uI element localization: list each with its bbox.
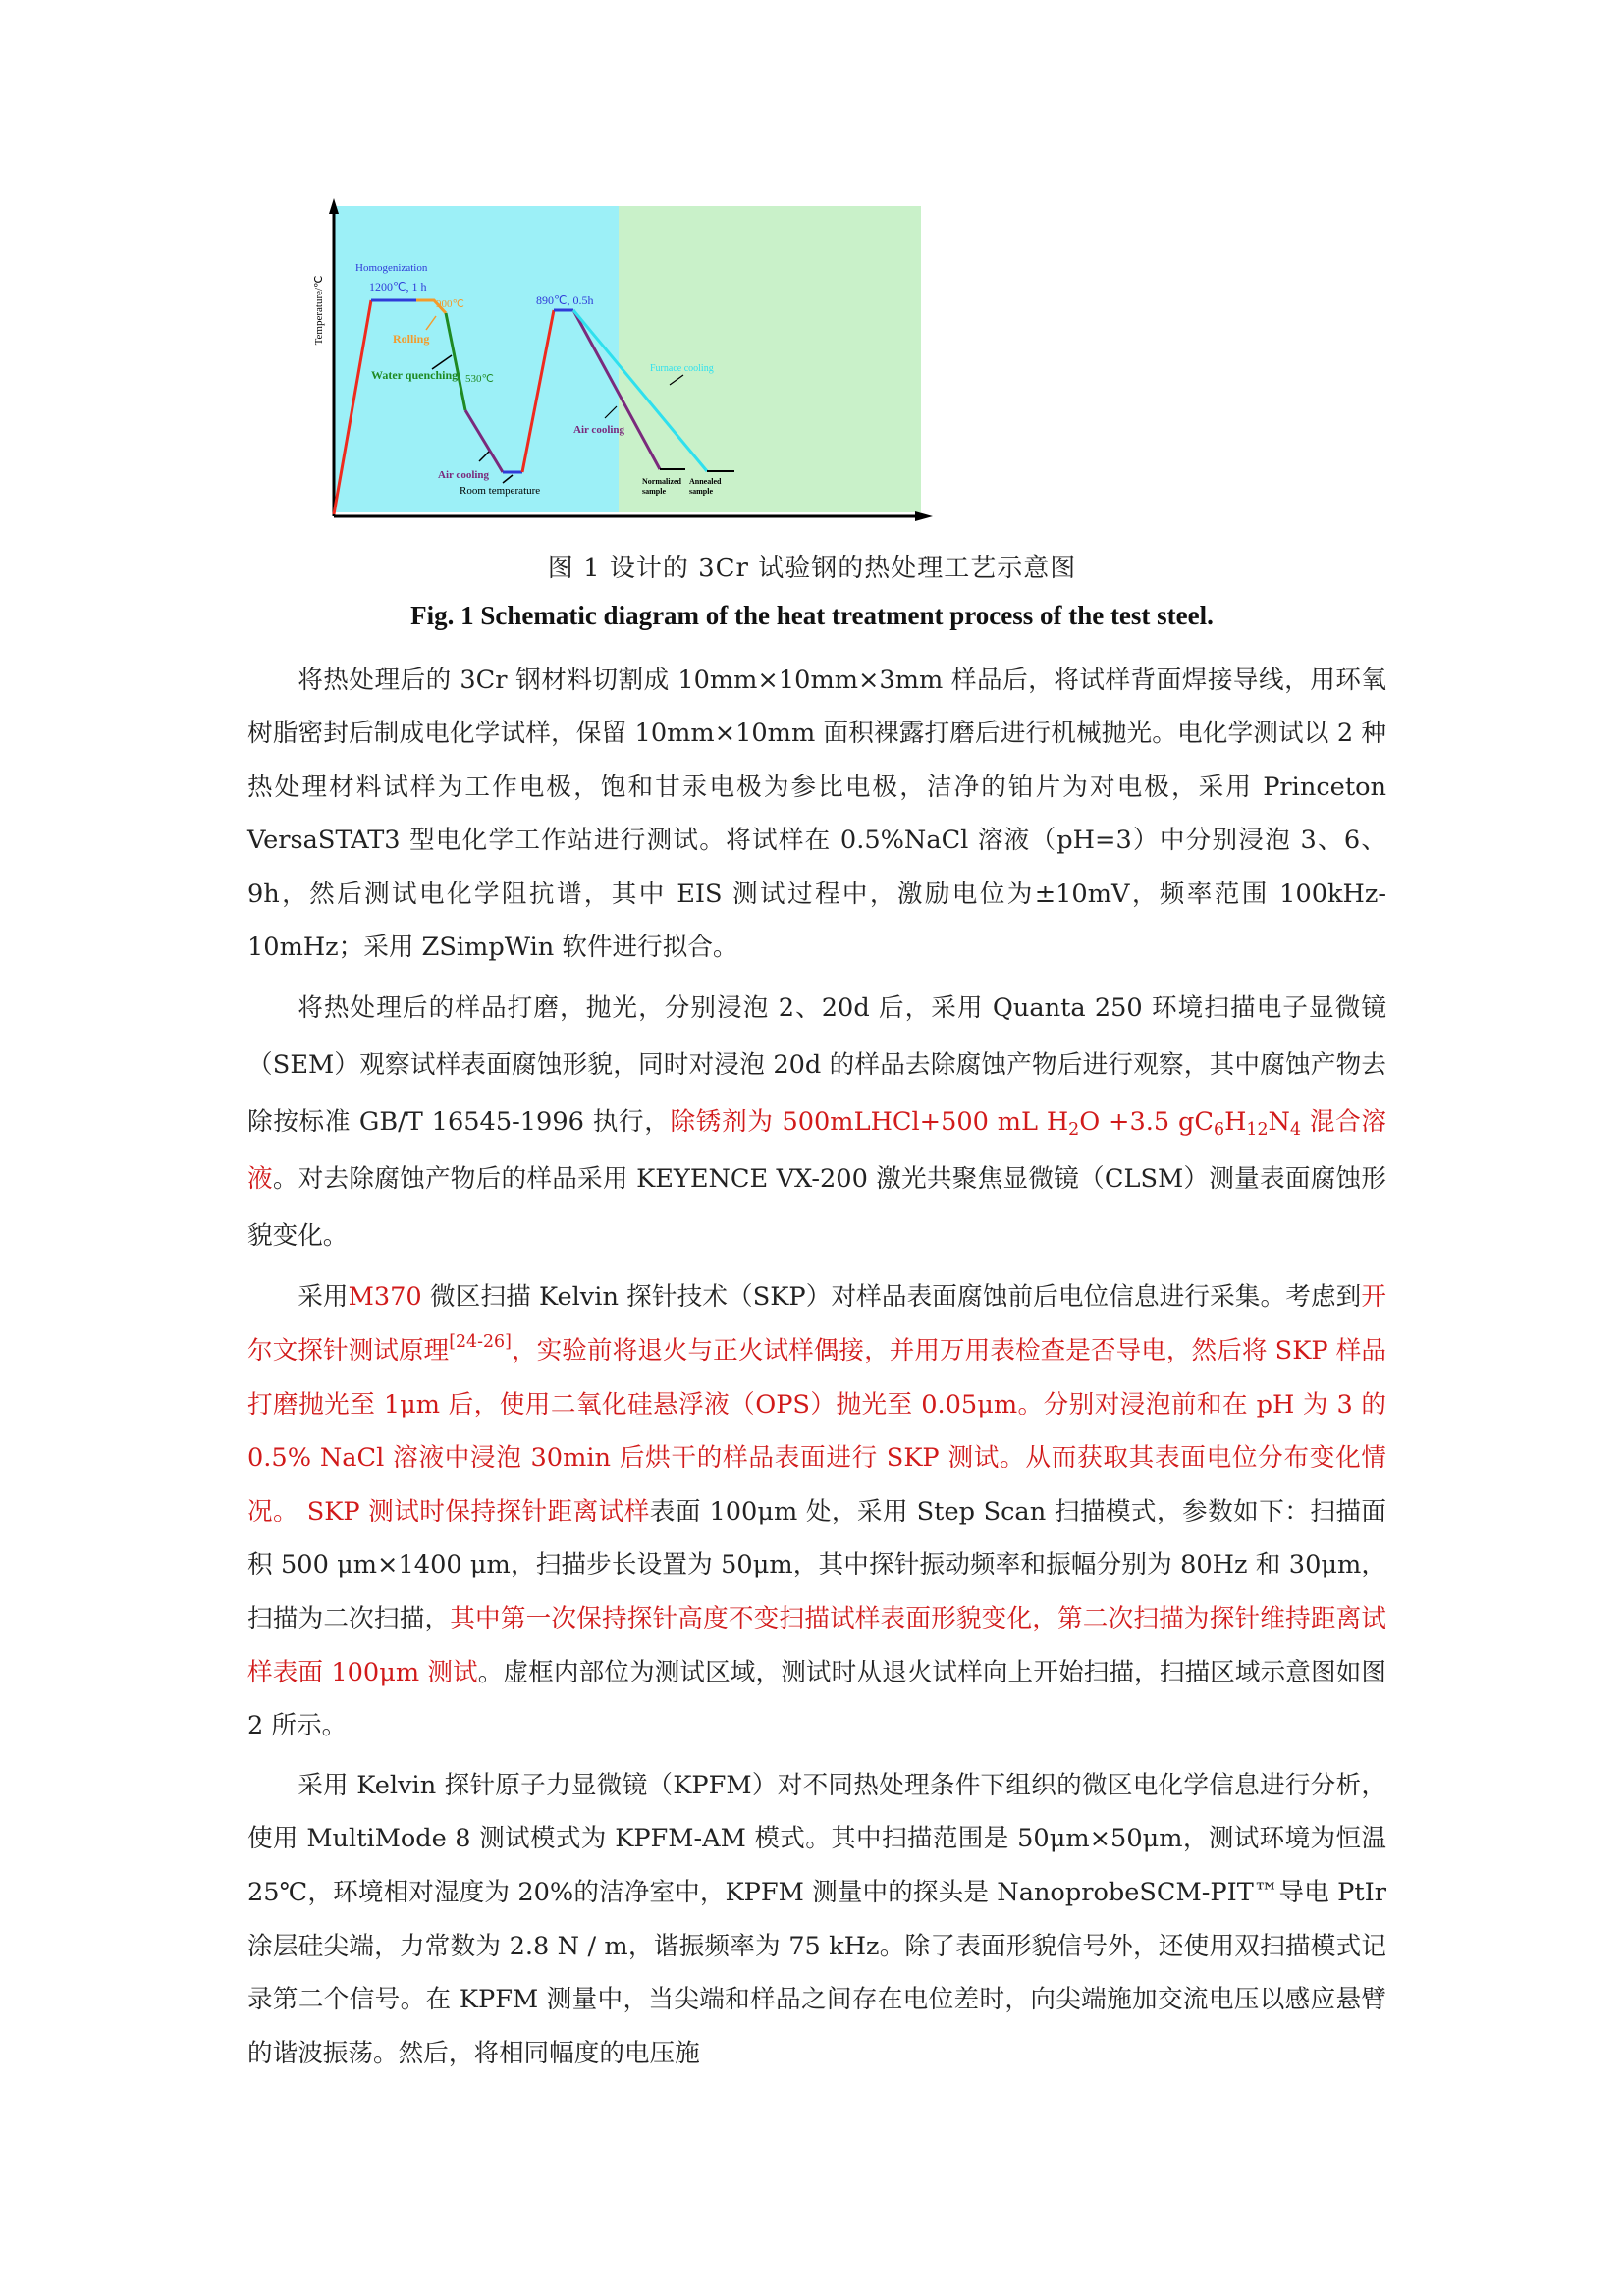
homogenization-label: Homogenization <box>355 262 428 274</box>
figure-caption-english: Fig. 1 Schematic diagram of the heat treatment process of the test steel. <box>410 601 1214 630</box>
figure-caption-chinese: 图 1 设计的 3Cr 试验钢的热处理工艺示意图 <box>547 554 1077 583</box>
t-900-label: 900℃ <box>436 298 464 310</box>
paragraph-skp-test: 采用M370 微区扫描 Kelvin 探针技术（SKP）对样品表面腐蚀前后电位信息进行采集。考虑到开尔文探针测试原理[24-26]，实验前将退火与正火试样偶接，并用万用表检查是否导电，然后将 SKP 样品打磨抛光至 1μm 后，使用二氧化硅悬浮液（OPS）抛光至 0.05μm。分别对浸泡前和在 pH 为 3 的 0.5% NaCl 溶液中浸泡 30min 后烘干的样品表面进行 SKP 测试。从而获取其表面电位分布变化情况。 SKP 测试时保持探针距离试样表面 100μm 处，采用 Step Scan 扫描模式，参数如下：扫描面积 500 μm×1400 μm，扫描步长设置为 50μm，其中探针振动频率和振幅分别为 80Hz 和 30μm，扫描为二次扫描，其中第一次保持探针高度不变扫描试样表面形貌变化，第二次扫描为探针维持距离试样表面 100μm 测试。虚框内部位为测试区域，测试时从退火试样向上开始扫描，扫描区域示意图如图 2 所示。 <box>247 1282 1386 1741</box>
hold-890-label: 890℃, 0.5h <box>536 294 594 307</box>
body-text <box>247 654 1386 2086</box>
paragraph-electrochemical-test: 将热处理后的 3Cr 钢材料切割成 10mm×10mm×3mm 样品后，将试样背面焊接导线，用环氧树脂密封后制成电化学试样，保留 10mm×10mm 面积裸露打磨后进行机械抛光。电化学测试以 2 种热处理材料试样为工作电极，饱和甘汞电极为参比电极，洁净的铂片为对电极，采用 Princeton VersaSTAT3 型电化学工作站进行测试。将试样在 0.5%NaCl 溶液（pH=3）中分别浸泡 3、6、9h，然后测试电化学阻抗谱，其中 EIS 测试过程中，激励电位为±10mV，频率范围 100kHz-10mHz；采用 ZSimpWin 软件进行拟合。 <box>247 666 1386 963</box>
rust-remover-formula: 除锈剂为 500mLHCl+500 mL $H_2O +3.5$ $gC_6H_{12}N_4$ 混合溶液 <box>247 1107 1386 1195</box>
air-cooling-label-left: Air cooling <box>438 469 490 481</box>
left-background <box>334 206 619 512</box>
scan-mode-highlight: 其中第一次保持探针高度不变扫描试样表面形貌变化，第二次扫描为探针维持距离试样表面 100μm 测试 <box>247 1604 1386 1687</box>
reference-24-26[interactable]: [24-26] <box>449 1331 512 1352</box>
room-temperature-label: Room temperature <box>460 485 541 497</box>
t-530-label: 530℃ <box>465 373 494 385</box>
paragraph-sem-observation <box>247 980 1386 1264</box>
water-quenching-label: Water quenching <box>371 368 459 382</box>
air-cooling-label-right: Air cooling <box>573 424 625 436</box>
p2-text-a: 将热处理后的样品打磨，抛光，分别浸泡 2、20d 后，采用 Quanta 250 环境扫描电子显微镜（SEM）观察试样表面腐蚀形貌，同时对浸泡 20d 的样品去除腐蚀产物后进行观察，其中腐蚀产物去除按标准 GB/T 16545-1996 执行， <box>247 993 1386 1138</box>
normalized-label-1: Normalized <box>642 477 681 486</box>
right-background <box>619 206 921 512</box>
y-axis-label: Temperature/℃ <box>313 275 325 346</box>
normalized-label-2: sample <box>642 487 666 496</box>
annealed-label-2: sample <box>689 487 713 496</box>
rolling-label: Rolling <box>393 332 430 346</box>
skp-procedure-highlight: ，实验前将退火与正火试样偶接，并用万用表检查是否导电，然后将 SKP 样品打磨抛光至 1μm 后，使用二氧化硅悬浮液（OPS）抛光至 0.05μm。分别对浸泡前和在 pH 为 3 的 0.5% NaCl 溶液中浸泡 30min 后烘干的样品表面进行 SKP 测试。从而获取其表面电位分布变化情况。 SKP 测试时保持探针距离试样 <box>247 1336 1386 1526</box>
annealed-label-1: Annealed <box>689 477 722 486</box>
x-axis-arrow <box>915 511 933 521</box>
kelvin-principle-highlight: 开尔文探针测试原理 <box>247 1282 1386 1366</box>
p2-text-b: 。对去除腐蚀产物后的样品采用 KEYENCE VX-200 激光共聚焦显微镜（CLSM）测量表面腐蚀形貌变化。 <box>247 1164 1386 1252</box>
heat-treatment-diagram <box>310 192 939 526</box>
m370-highlight: M370 <box>348 1282 422 1312</box>
paragraph-kpfm-test: 采用 Kelvin 探针原子力显微镜（KPFM）对不同热处理条件下组织的微区电化学信息进行分析，使用 MultiMode 8 测试模式为 KPFM-AM 模式。其中扫描范围是 50μm×50μm，测试环境为恒温 25℃，环境相对湿度为 20%的洁净室中，KPFM 测量中的探头是 NanoprobeSCM-PIT™导电 PtIr 涂层硅尖端，力常数为 2.8 N / m，谐振频率为 75 kHz。除了表面形貌信号外，还使用双扫描模式记录第二个信号。在 KPFM 测量中，当尖端和样品之间存在电位差时，向尖端施加交流电压以感应悬臂的谐波振荡。然后，将相同幅度的电压施 <box>247 1770 1386 2068</box>
hold-1200-label: 1200℃, 1 h <box>369 280 427 294</box>
furnace-cooling-label: Furnace cooling <box>650 363 714 374</box>
